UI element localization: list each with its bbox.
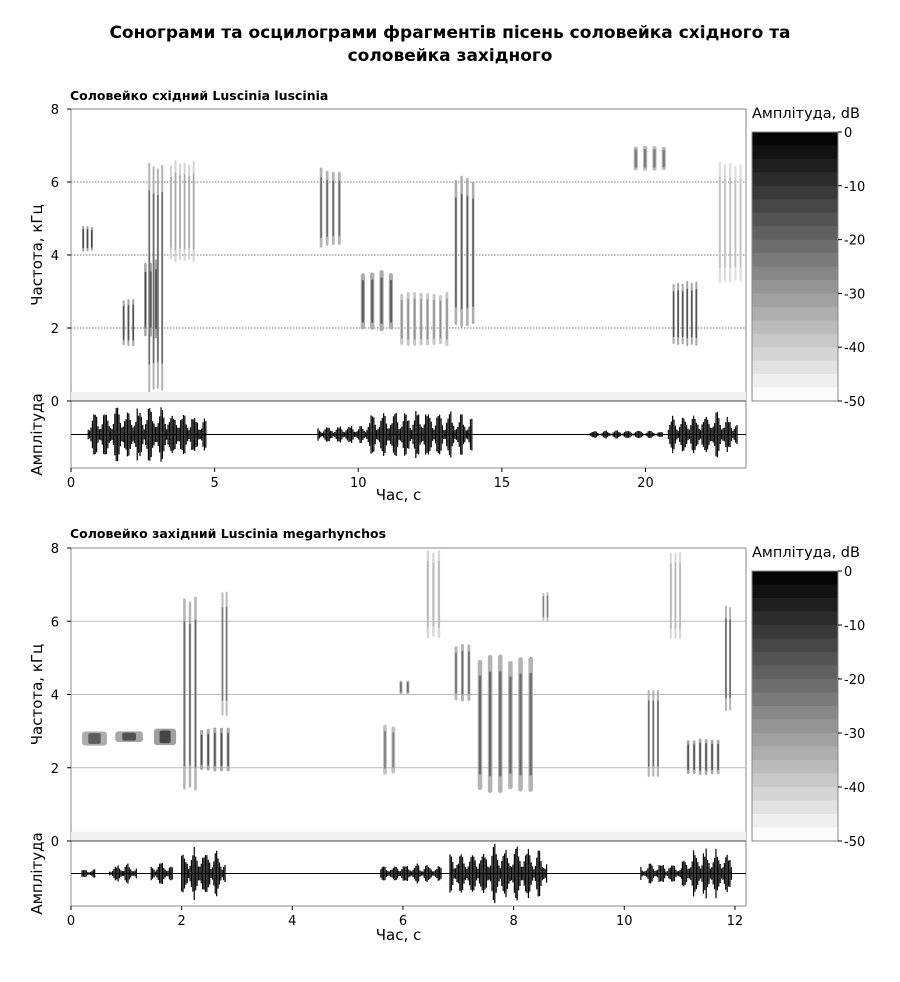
- x-tick-label: 10: [349, 476, 367, 491]
- spectrogram-mark-core: [499, 671, 501, 776]
- spectrogram-mark-core: [691, 290, 693, 337]
- colorbar-step: [752, 374, 838, 388]
- y-axis-label-spectrogram: Частота, кГц: [28, 643, 46, 746]
- spectrogram-mark-core: [371, 279, 373, 323]
- colorbar-tick-label: -50: [844, 835, 866, 850]
- y-tick-label: 2: [50, 322, 59, 337]
- colorbar-step: [752, 720, 838, 734]
- spectrogram-mark-core: [472, 198, 474, 306]
- spectrogram-mark-core: [462, 651, 464, 695]
- spectrogram-mark-core: [122, 733, 136, 741]
- spectrogram-mark-core: [207, 734, 209, 766]
- spectrogram-mark-core: [461, 194, 463, 309]
- panel-2-plot: [67, 548, 842, 910]
- colorbar-title: Амплітуда, dB: [752, 545, 860, 561]
- colorbar-tick-label: -50: [844, 395, 866, 410]
- spectrogram-mark-core: [184, 621, 186, 766]
- spectrogram-mark-core: [222, 607, 224, 701]
- spectrogram-mark-core: [153, 193, 155, 363]
- spectrogram-mark-core: [509, 676, 511, 774]
- colorbar-step: [752, 172, 838, 186]
- y-tick-label: 0: [50, 395, 59, 410]
- spectrogram-mark-core: [381, 277, 383, 324]
- x-tick-label: 5: [210, 476, 219, 491]
- spectrogram-mark-core: [175, 172, 177, 250]
- spectrogram-mark-core: [149, 190, 151, 364]
- y-axis-label-spectrogram: Частота, кГц: [28, 204, 46, 306]
- colorbar-step: [752, 240, 838, 254]
- spectrogram-mark-core: [161, 192, 163, 364]
- spectrogram-mark-core: [82, 229, 84, 248]
- colorbar-step: [752, 828, 838, 842]
- colorbar-step: [752, 159, 838, 173]
- spectrogram-mark-core: [479, 675, 481, 774]
- spectrogram-mark-core: [468, 651, 470, 694]
- spectrogram-mark-core: [682, 291, 684, 337]
- colorbar-step: [752, 571, 838, 585]
- plot-area: [71, 548, 746, 906]
- colorbar-tick-label: 0: [844, 565, 853, 580]
- colorbar-step: [752, 639, 838, 653]
- spectrogram-mark-core: [653, 149, 655, 168]
- x-tick-label: 8: [509, 914, 518, 929]
- colorbar-tick-label: -20: [844, 673, 866, 688]
- colorbar-tick-label: -20: [844, 233, 866, 249]
- spectrogram-mark-core: [128, 305, 130, 341]
- spectrogram-mark-core: [677, 290, 679, 337]
- spectrogram-mark-core: [719, 176, 721, 268]
- spectrogram-mark-core: [326, 180, 328, 237]
- colorbar-step: [752, 652, 838, 666]
- y-tick-label: 2: [50, 761, 59, 777]
- spectrogram-mark-core: [489, 671, 491, 776]
- spectrogram-mark-core: [87, 229, 89, 248]
- colorbar-step: [752, 293, 838, 307]
- figure-title-line-1: Сонограми та осцилограми фрагментів пісень соловейка східного та: [109, 23, 791, 43]
- x-axis-label: Час, с: [375, 926, 422, 944]
- spectrogram-mark-core: [687, 744, 689, 770]
- spectrogram-mark-core: [686, 289, 688, 339]
- colorbar-step: [752, 199, 838, 213]
- figure-title-line-2: соловейка західного: [347, 46, 553, 66]
- spectrogram-mark-core: [663, 150, 665, 168]
- spectrogram-mark-core: [184, 174, 186, 249]
- colorbar-step: [752, 213, 838, 227]
- spectrogram-mark-core: [170, 177, 172, 248]
- spectrogram-mark-core: [440, 301, 442, 339]
- y-tick-label: 8: [50, 542, 59, 557]
- x-tick-label: 2: [177, 914, 186, 929]
- spectrogram-mark-core: [407, 299, 409, 340]
- spectrogram-mark-core: [362, 280, 364, 323]
- x-axis-label: Час, с: [375, 486, 422, 504]
- colorbar-step: [752, 693, 838, 707]
- spectrogram-mark-core: [221, 733, 223, 766]
- colorbar-tick-label: -10: [844, 179, 866, 195]
- x-tick-label: 4: [288, 914, 297, 929]
- panel-1-title: Соловейко східний Luscinia luscinia: [70, 88, 329, 103]
- colorbar-tick-label: -40: [844, 781, 866, 796]
- x-tick-label: 12: [726, 914, 744, 929]
- spectrogram-mark-core: [519, 673, 521, 775]
- colorbar-step: [752, 733, 838, 747]
- spectrogram-mark-core: [446, 298, 448, 339]
- x-tick-label: 0: [66, 914, 76, 929]
- spectrogram-mark-core: [227, 733, 229, 766]
- colorbar-step: [752, 706, 838, 720]
- colorbar-step: [752, 267, 838, 281]
- y-tick-label: 6: [50, 176, 59, 191]
- spectrogram-mark-core: [717, 744, 719, 770]
- x-tick-label: 15: [493, 476, 511, 491]
- spectrogram-mark-core: [201, 735, 203, 765]
- colorbar-step: [752, 320, 838, 334]
- spectrogram-mark-core: [392, 732, 394, 768]
- x-tick-label: 6: [398, 914, 408, 929]
- spectrogram-mark-core: [711, 744, 713, 770]
- colorbar-step: [752, 787, 838, 801]
- spectrogram-mark-core: [145, 272, 147, 328]
- x-tick-label: 10: [616, 914, 633, 929]
- spectrogram-mark-core: [414, 298, 416, 339]
- spectrogram-mark-core: [384, 731, 386, 769]
- spectrogram-mark-core: [657, 700, 659, 766]
- y-tick-label: 8: [50, 103, 59, 118]
- colorbar-tick-label: 0: [844, 126, 853, 141]
- colorbar-title: Амплітуда, dB: [752, 106, 860, 122]
- colorbar-step: [752, 598, 838, 612]
- spectrogram-mark-core: [670, 563, 672, 628]
- colorbar-step: [752, 801, 838, 815]
- spectrogram-mark-core: [543, 596, 545, 617]
- colorbar-step: [752, 666, 838, 680]
- spectrogram-mark-core: [673, 291, 675, 337]
- colorbar-step: [752, 679, 838, 693]
- spectrogram-mark-core: [693, 744, 695, 770]
- spectrogram-mark-core: [189, 624, 191, 766]
- spectrogram-mark-core: [155, 269, 157, 329]
- colorbar-step: [752, 253, 838, 267]
- spectrogram-mark-core: [339, 181, 341, 237]
- spectrogram-mark-core: [400, 682, 402, 692]
- colorbar-step: [752, 132, 838, 146]
- spectrogram-mark-core: [195, 620, 197, 768]
- spectrogram-mark-core: [675, 563, 677, 629]
- colorbar-step: [752, 145, 838, 159]
- colorbar-tick-label: -10: [844, 619, 866, 634]
- y-axis-label-waveform: Амплітуда: [28, 832, 46, 915]
- spectrogram-mark-core: [160, 731, 171, 744]
- colorbar-tick-label: -30: [844, 727, 866, 742]
- spectrogram-mark-core: [467, 196, 469, 309]
- spectrogram-mark-core: [705, 743, 707, 770]
- colorbar-tick-label: -40: [844, 341, 866, 357]
- colorbar-step: [752, 388, 838, 402]
- x-tick-label: 20: [637, 476, 654, 491]
- spectrogram-mark-core: [91, 230, 93, 248]
- colorbar-step: [752, 226, 838, 240]
- spectrogram-mark-core: [427, 299, 429, 339]
- spectrogram-mark-core: [401, 300, 403, 339]
- spectrogram-mark-core: [193, 173, 195, 250]
- spectrogram-mark-core: [320, 177, 322, 238]
- spectrogram-mark-core: [433, 563, 435, 627]
- spectrogram-mark-core: [123, 306, 125, 340]
- spectrogram-mark-core: [390, 280, 392, 323]
- noise-band: [71, 392, 746, 401]
- spectrogram-mark-core: [88, 733, 100, 744]
- spectrogram-mark-core: [179, 175, 181, 249]
- spectrogram-mark-core: [420, 299, 422, 339]
- spectrogram-mark-core: [635, 149, 637, 167]
- y-tick-label: 0: [50, 835, 59, 850]
- spectrogram-mark-core: [648, 700, 650, 766]
- y-tick-label: 6: [50, 615, 59, 631]
- spectrogram-mark-core: [725, 618, 727, 698]
- panel-2-title: Соловейко західний Luscinia megarhynchos: [70, 526, 387, 541]
- colorbar-step: [752, 307, 838, 321]
- spectrogram-mark-core: [427, 561, 429, 628]
- colorbar-tick-label: -30: [844, 287, 866, 303]
- colorbar-step: [752, 280, 838, 294]
- colorbar-step: [752, 814, 838, 828]
- spectrogram-mark-core: [226, 607, 228, 702]
- spectrogram-mark-core: [679, 563, 681, 629]
- spectrogram-mark-core: [530, 673, 532, 776]
- colorbar-step: [752, 612, 838, 626]
- colorbar-step: [752, 334, 838, 348]
- spectrogram-mark-core: [653, 701, 655, 767]
- spectrogram-mark-core: [735, 180, 737, 267]
- spectrogram-mark-core: [729, 177, 731, 268]
- colorbar-step: [752, 186, 838, 200]
- spectrogram-mark-core: [696, 289, 698, 338]
- spectrogram-mark-core: [157, 195, 159, 363]
- colorbar-step: [752, 361, 838, 375]
- panel-1-plot: [67, 109, 842, 472]
- colorbar-step: [752, 760, 838, 774]
- spectrogram-mark-core: [438, 561, 440, 628]
- x-tick-label: 0: [66, 476, 76, 491]
- spectrogram-mark-core: [333, 181, 335, 237]
- spectrogram-mark-core: [214, 733, 216, 766]
- spectrogram-mark-core: [188, 176, 190, 248]
- spectrogram-mark-core: [455, 197, 457, 307]
- spectrogram-mark-core: [699, 743, 701, 771]
- colorbar-step: [752, 585, 838, 599]
- spectrogram-mark-core: [724, 178, 726, 267]
- y-tick-label: 4: [50, 688, 59, 704]
- y-tick-label: 4: [50, 249, 59, 264]
- spectrogram-mark-core: [433, 300, 435, 339]
- colorbar-step: [752, 747, 838, 761]
- colorbar-step: [752, 347, 838, 361]
- spectrogram-mark-core: [547, 596, 549, 618]
- y-axis-label-waveform: Амплітуда: [28, 393, 46, 476]
- noise-band: [71, 832, 746, 841]
- spectrogram-mark-core: [740, 178, 742, 267]
- spectrogram-mark-core: [132, 305, 134, 341]
- spectrogram-mark-core: [729, 619, 731, 698]
- spectrogram-mark-core: [407, 682, 409, 692]
- colorbar-step: [752, 774, 838, 788]
- colorbar-step: [752, 625, 838, 639]
- spectrogram-mark-core: [644, 149, 646, 168]
- spectrogram-mark-core: [455, 653, 457, 694]
